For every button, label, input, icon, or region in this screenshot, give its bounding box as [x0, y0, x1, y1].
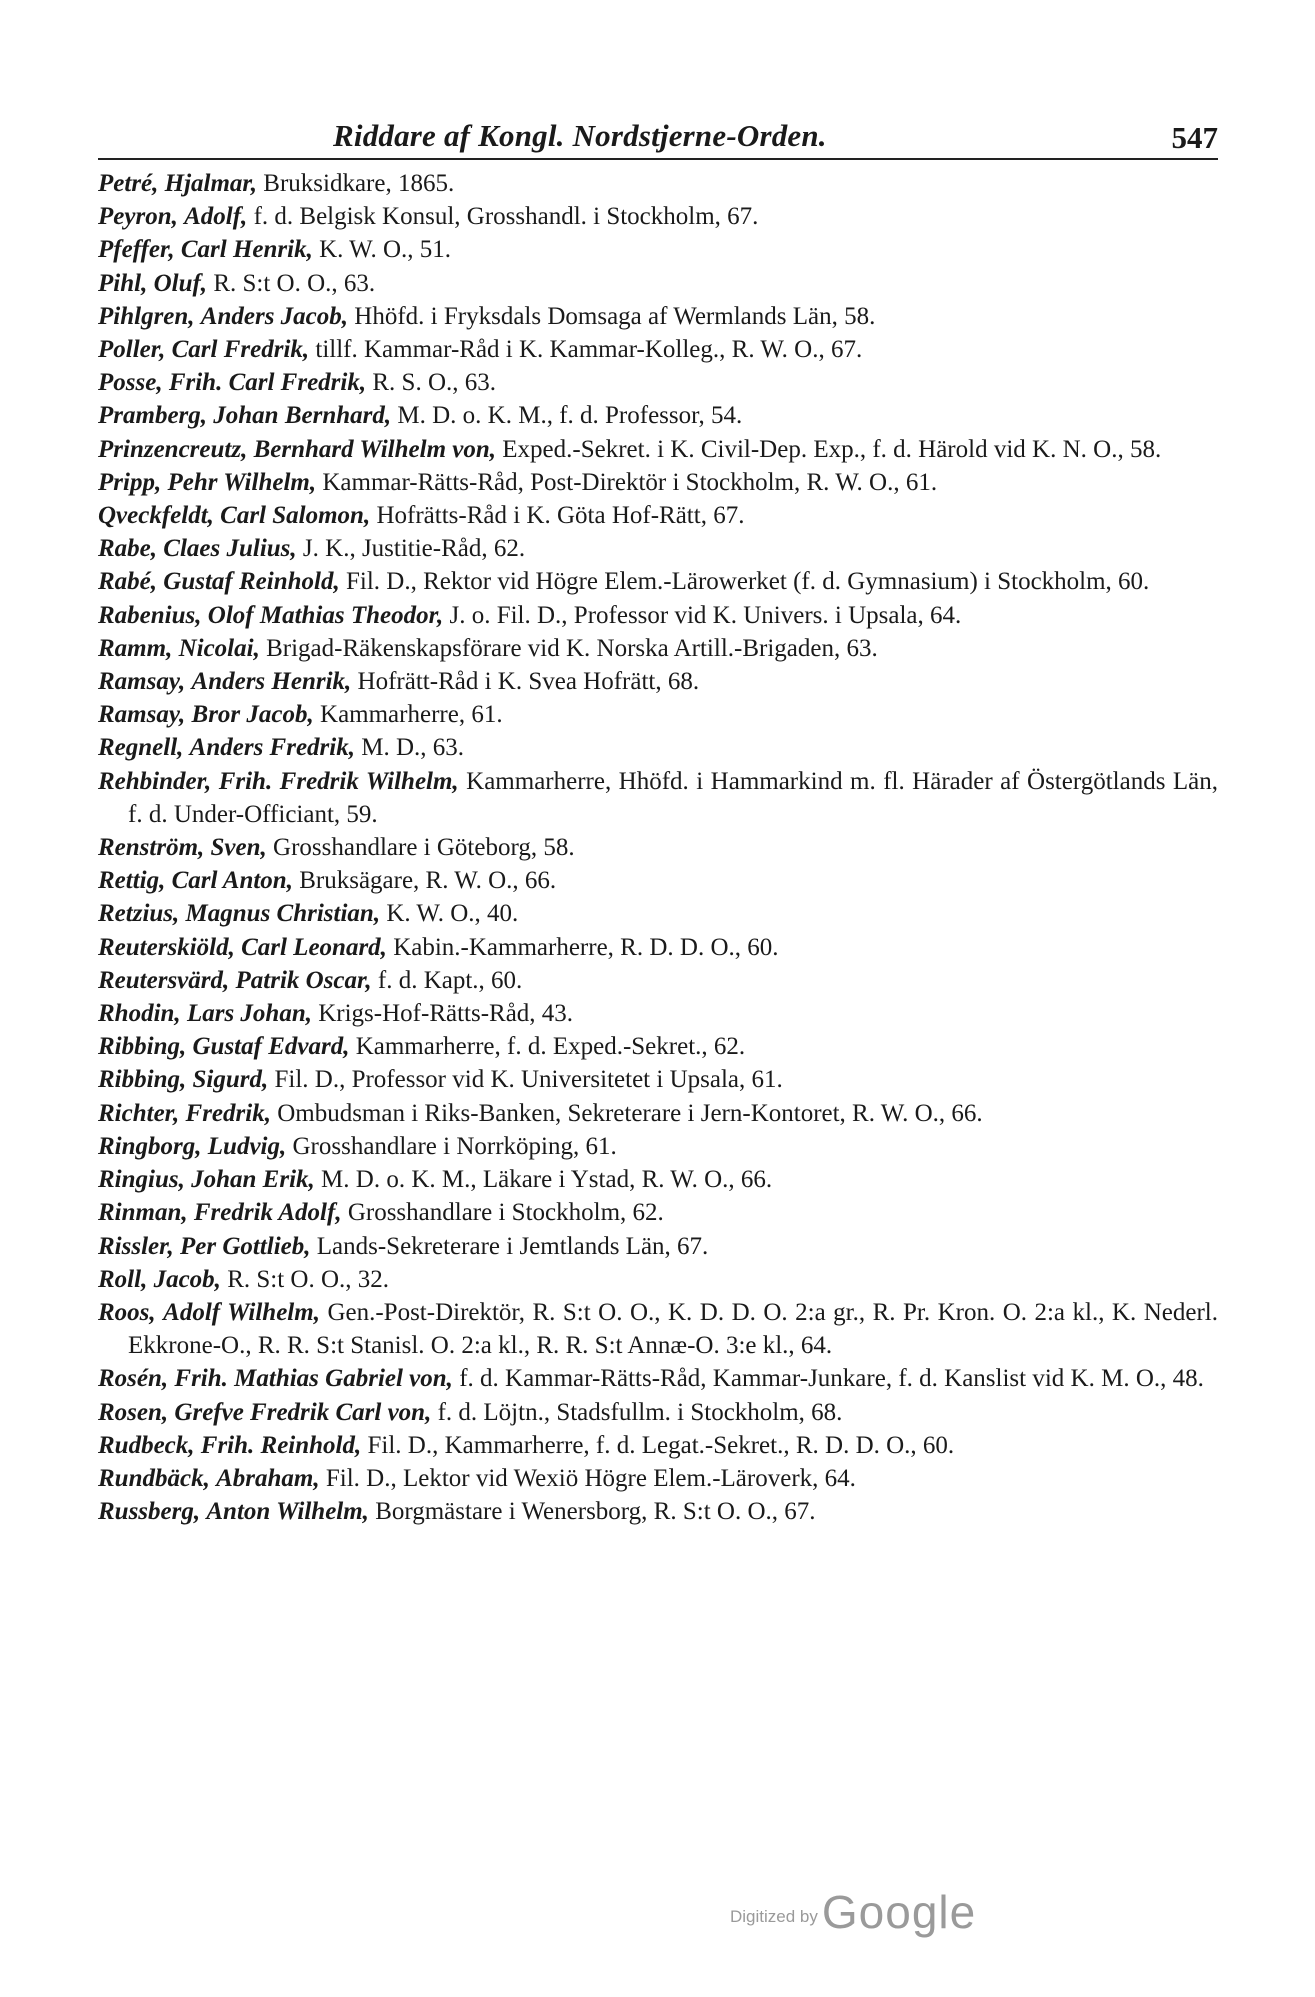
entry-details: Fil. D., Professor vid K. Universitetet i Upsala, 61.: [274, 1066, 783, 1094]
register-entry: [98, 433, 1218, 466]
register-entry: [98, 1495, 1218, 1528]
entry-surname: Ramm,: [98, 634, 173, 662]
entry-given-name: Sven,: [210, 834, 267, 862]
entry-surname: Ribbing,: [98, 1066, 187, 1094]
register-entry: [98, 1163, 1218, 1196]
register-entry: [98, 1429, 1218, 1462]
register-entry: [98, 599, 1218, 632]
register-entry: [98, 333, 1218, 366]
register-entry: [98, 1230, 1218, 1263]
entry-surname: Russberg,: [98, 1498, 201, 1526]
entry-surname: Rosen,: [98, 1398, 169, 1426]
entry-surname: Petré,: [98, 170, 159, 197]
entry-given-name: Jacob,: [153, 1265, 221, 1293]
entry-surname: Ramsay,: [98, 668, 186, 696]
register-entry: [98, 200, 1218, 233]
register-entry: [98, 1097, 1218, 1130]
entry-surname: Rhodin,: [98, 1000, 181, 1028]
entry-surname: Pfeffer,: [98, 236, 175, 264]
register-entry: [98, 698, 1218, 731]
page-header: [98, 118, 1218, 160]
register-entry: [98, 997, 1218, 1030]
entry-given-name: Patrik Oscar,: [235, 966, 372, 994]
entry-surname: Prinzencreutz,: [98, 435, 248, 463]
register-entry: [98, 1030, 1218, 1063]
entry-given-name: Fredrik,: [185, 1099, 271, 1127]
register-entry: [98, 1296, 1218, 1362]
entry-surname: Retzius,: [98, 900, 180, 928]
entry-given-name: Sigurd,: [192, 1066, 269, 1094]
entry-surname: Roos,: [98, 1298, 156, 1326]
entry-details: J. o. Fil. D., Professor vid K. Univers. i Upsala, 64.: [449, 601, 962, 629]
register-entry: [98, 931, 1218, 964]
entry-details: Krigs-Hof-Rätts-Råd, 43.: [318, 1000, 574, 1028]
register-entry: [98, 864, 1218, 897]
entry-given-name: Abraham,: [216, 1464, 320, 1492]
entry-surname: Richter,: [98, 1099, 180, 1127]
entry-surname: Poller,: [98, 336, 166, 364]
entry-surname: Rissler,: [98, 1232, 174, 1260]
entry-details: Kammarherre, f. d. Exped.-Sekret., 62.: [355, 1033, 746, 1061]
entry-given-name: Claes Julius,: [163, 535, 297, 563]
entry-given-name: Grefve Fredrik Carl von,: [174, 1398, 432, 1426]
entry-given-name: Magnus Christian,: [185, 900, 381, 928]
entry-surname: Reuterskiöld,: [98, 933, 235, 961]
entry-surname: Reutersvärd,: [98, 966, 230, 994]
register-entry: [98, 167, 1218, 200]
entry-details: J. K., Justitie-Råd, 62.: [302, 535, 526, 563]
entry-surname: Pihlgren,: [98, 302, 195, 330]
entry-given-name: Frih. Fredrik Wilhelm,: [218, 767, 459, 795]
entry-given-name: Anders Henrik,: [191, 668, 352, 696]
register-entry: [98, 765, 1218, 831]
entry-details: Ombudsman i Riks-Banken, Sekreterare i Jern-Kontoret, R. W. O., 66.: [277, 1099, 983, 1127]
register-entry: [98, 632, 1218, 665]
entry-given-name: Olof Mathias Theodor,: [207, 601, 444, 629]
entry-given-name: Johan Bernhard,: [213, 402, 392, 430]
entry-details: Grosshandlare i Norrköping, 61.: [292, 1132, 617, 1160]
entry-details: Fil. D., Rektor vid Högre Elem.-Lärowerket (f. d. Gymnasium) i Stockholm, 60.: [345, 568, 1150, 596]
entry-surname: Rettig,: [98, 867, 166, 895]
entry-surname: Ribbing,: [98, 1033, 187, 1061]
entry-details: Kammarherre, 61.: [320, 701, 503, 729]
entry-given-name: Ludvig,: [207, 1132, 287, 1160]
entry-details: M. D. o. K. M., Läkare i Ystad, R. W. O., 66.: [321, 1166, 773, 1194]
entry-surname: Rabé,: [98, 568, 158, 596]
entry-surname: Pripp,: [98, 468, 162, 496]
entry-details: f. d. Kammar-Rätts-Råd, Kammar-Junkare, f. d. Kanslist vid K. M. O., 48.: [459, 1365, 1204, 1393]
register-entry: [98, 897, 1218, 930]
entry-details: Bruksägare, R. W. O., 66.: [299, 867, 557, 895]
entry-given-name: Nicolai,: [178, 634, 260, 662]
entry-surname: Renström,: [98, 834, 205, 862]
entry-given-name: Anton Wilhelm,: [206, 1498, 369, 1526]
entry-details: Grosshandlare i Göteborg, 58.: [273, 834, 575, 862]
entry-given-name: Frih. Mathias Gabriel von,: [174, 1365, 453, 1393]
entry-given-name: Anders Jacob,: [200, 302, 349, 330]
register-entry: [98, 366, 1218, 399]
entry-surname: Regnell,: [98, 734, 184, 762]
entry-details: Fil. D., Lektor vid Wexiö Högre Elem.-Läroverk, 64.: [325, 1464, 856, 1492]
entry-surname: Rundbäck,: [98, 1464, 210, 1492]
entry-details: R. S. O., 63.: [372, 369, 496, 397]
register-entry: [98, 665, 1218, 698]
entry-given-name: Pehr Wilhelm,: [167, 468, 317, 496]
entry-given-name: Johan Erik,: [191, 1166, 315, 1194]
entry-given-name: Gustaf Edvard,: [192, 1033, 350, 1061]
entry-details: Brigad-Räkenskapsförare vid K. Norska Artill.-Brigaden, 63.: [266, 634, 878, 662]
entry-details: Bruksidkare, 1865.: [263, 170, 455, 197]
register-entry: [98, 300, 1218, 333]
entry-details: f. d. Kapt., 60.: [377, 966, 523, 994]
entry-details: R. S:t O. O., 32.: [227, 1265, 390, 1293]
entry-given-name: Gustaf Reinhold,: [163, 568, 340, 596]
entry-given-name: Frih. Reinhold,: [200, 1431, 362, 1459]
register-entry: [98, 466, 1218, 499]
entry-details: Hofrätts-Råd i K. Göta Hof-Rätt, 67.: [376, 502, 745, 530]
entry-details: Kabin.-Kammarherre, R. D. D. O., 60.: [393, 933, 779, 961]
entry-surname: Roll,: [98, 1265, 148, 1293]
register-entry: [98, 1196, 1218, 1229]
entry-details: M. D., 63.: [361, 734, 465, 762]
entry-details: tillf. Kammar-Råd i K. Kammar-Kolleg., R. W. O., 67.: [315, 336, 863, 364]
running-title: Riddare af Kongl. Nordstjerne-Orden.: [333, 118, 827, 153]
entry-surname: Rinman,: [98, 1199, 188, 1227]
entry-details: R. S:t O. O., 63.: [213, 269, 376, 297]
entry-details: K. W. O., 51.: [319, 236, 452, 264]
register-entry: [98, 233, 1218, 266]
entry-surname: Pihl,: [98, 269, 148, 297]
entry-given-name: Lars Johan,: [186, 1000, 312, 1028]
entry-details: Lands-Sekreterare i Jemtlands Län, 67.: [316, 1232, 709, 1260]
register-entry: [98, 831, 1218, 864]
register-entry: [98, 964, 1218, 997]
register-entry: [98, 499, 1218, 532]
entry-details: f. d. Löjtn., Stadsfullm. i Stockholm, 68.: [437, 1398, 843, 1426]
register-entry: [98, 731, 1218, 764]
google-logo: Google: [821, 1886, 977, 1938]
register-entry: [98, 1130, 1218, 1163]
register-entry: [98, 267, 1218, 300]
entry-given-name: Adolf,: [184, 203, 248, 231]
entry-given-name: Anders Fredrik,: [189, 734, 355, 762]
entry-given-name: Per Gottlieb,: [179, 1232, 311, 1260]
entry-details: K. W. O., 40.: [386, 900, 519, 928]
entry-details: Hofrätt-Råd i K. Svea Hofrätt, 68.: [357, 668, 700, 696]
register-entry: [98, 1063, 1218, 1096]
register-entry: [98, 1396, 1218, 1429]
entry-surname: Ramsay,: [98, 701, 186, 729]
entry-given-name: Carl Henrik,: [180, 236, 313, 264]
entry-surname: Peyron,: [98, 203, 178, 231]
entry-surname: Rudbeck,: [98, 1431, 195, 1459]
entry-details: Kammar-Rätts-Råd, Post-Direktör i Stockholm, R. W. O., 61.: [322, 468, 938, 496]
entry-given-name: Oluf,: [153, 269, 208, 297]
entry-surname: Rosén,: [98, 1365, 169, 1393]
entry-surname: Ringius,: [98, 1166, 185, 1194]
digitized-by-text: Digitized by: [730, 1907, 818, 1926]
page-number: 547: [1171, 120, 1218, 155]
entry-given-name: Hjalmar,: [164, 170, 258, 197]
entry-surname: Rehbinder,: [98, 767, 212, 795]
entry-given-name: Bror Jacob,: [191, 701, 314, 729]
entry-given-name: Adolf Wilhelm,: [163, 1298, 320, 1326]
entry-given-name: Bernhard Wilhelm von,: [253, 435, 497, 463]
entry-details: M. D. o. K. M., f. d. Professor, 54.: [397, 402, 743, 430]
entry-surname: Qveckfeldt,: [98, 502, 214, 530]
entry-surname: Rabe,: [98, 535, 158, 563]
register-entry: [98, 1462, 1218, 1495]
entry-details: Gen.-Post-Direktör, R. S:t O. O., K. D. D. O. 2:a gr., R. Pr. Kron. O. 2:a kl., K. Nederl. Ekkrone-O., R. R. S:t Stanisl. O. 2:a kl., R. R. S:t Annæ-O. 3:e kl., 64.: [128, 1298, 1218, 1360]
entry-details: Kammarherre, Hhöfd. i Hammarkind m. fl. Härader af Östergötlands Län, f. d. Under-Officiant, 59.: [128, 767, 1219, 828]
entry-given-name: Fredrik Adolf,: [193, 1199, 342, 1227]
entry-details: Hhöfd. i Fryksdals Domsaga af Wermlands Län, 58.: [354, 302, 876, 330]
entry-surname: Ringborg,: [98, 1132, 202, 1160]
entry-details: Borgmästare i Wenersborg, R. S:t O. O., 67.: [375, 1498, 816, 1526]
entry-given-name: Frih. Carl Fredrik,: [168, 369, 367, 397]
register-entry: [98, 399, 1218, 432]
register-entry: [98, 1263, 1218, 1296]
register-entry: [98, 565, 1218, 598]
entry-surname: Rabenius,: [98, 601, 202, 629]
register-entry: [98, 532, 1218, 565]
entry-details: Grosshandlare i Stockholm, 62.: [347, 1199, 664, 1227]
entry-given-name: Carl Anton,: [171, 867, 293, 895]
entry-given-name: Carl Leonard,: [241, 933, 387, 961]
entry-given-name: Carl Fredrik,: [171, 336, 310, 364]
entry-surname: Pramberg,: [98, 402, 208, 430]
entry-details: f. d. Belgisk Konsul, Grosshandl. i Stockholm, 67.: [253, 203, 759, 231]
entry-surname: Posse,: [98, 369, 163, 397]
entry-list: [98, 167, 1218, 1528]
register-entry: [98, 1362, 1218, 1395]
entry-details: Fil. D., Kammarherre, f. d. Legat.-Sekret., R. D. D. O., 60.: [367, 1431, 955, 1459]
entry-given-name: Carl Salomon,: [220, 502, 371, 530]
digitized-by-footer: [730, 1885, 976, 1939]
entry-details: Exped.-Sekret. i K. Civil-Dep. Exp., f. d. Härold vid K. N. O., 58.: [502, 435, 1162, 463]
